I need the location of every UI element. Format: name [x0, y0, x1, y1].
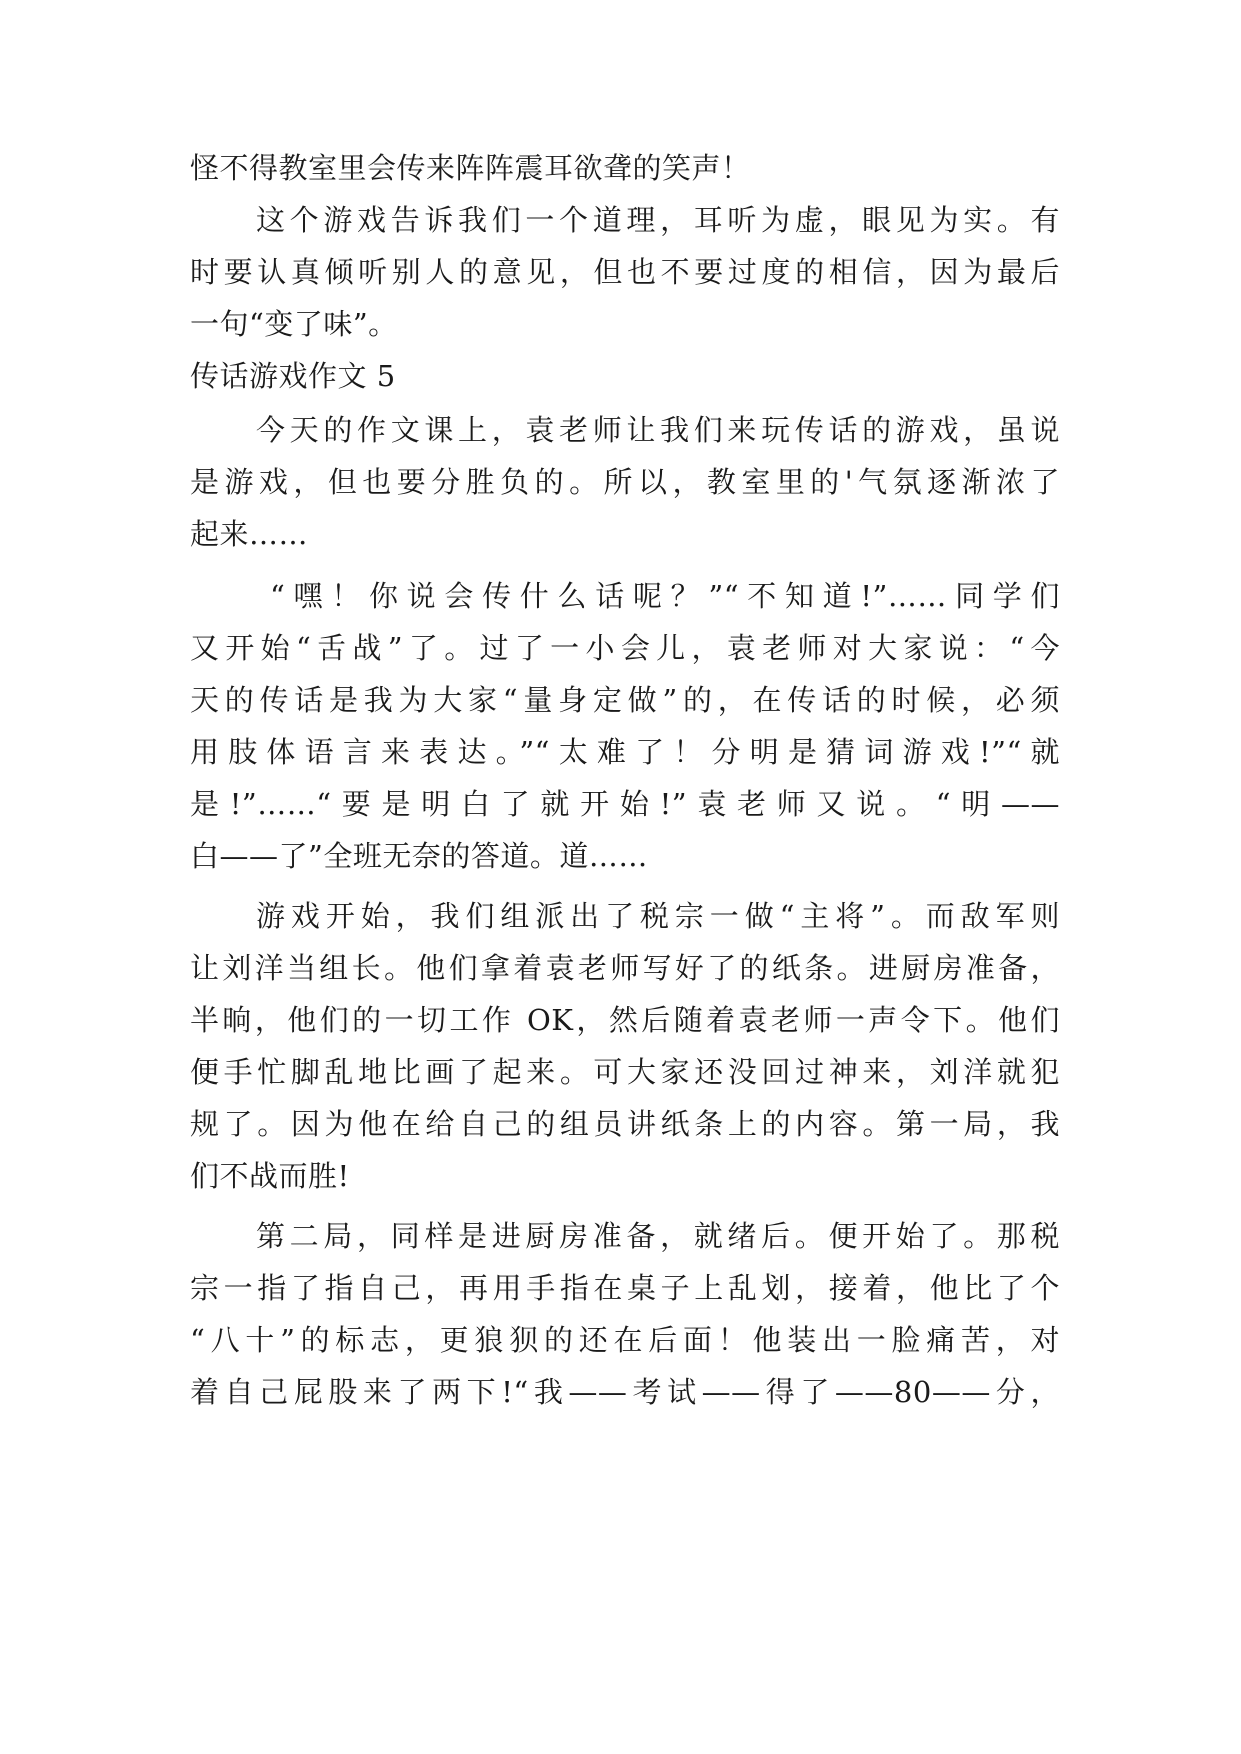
text-line: 时要认真倾听别人的意见，但也不要过度的相信，因为最后 — [190, 255, 1060, 289]
paragraph-start-line: 游戏开始，我们组派出了税宗一做“主将”。而敌军则 — [256, 899, 1060, 933]
text-line: 宗一指了指自己，再用手指在桌子上乱划，接着，他比了个 — [190, 1271, 1060, 1305]
text-line: 白——了”全班无奈的答道。道…… — [190, 839, 648, 873]
text-line: 起来…… — [190, 517, 309, 551]
paragraph-start-line: 第二局，同样是进厨房准备，就绪后。便开始了。那税 — [256, 1219, 1060, 1253]
text-line: 们不战而胜! — [190, 1159, 350, 1193]
text-line: 用肢体语言来表达。”“太难了！分明是猜词游戏!”“就 — [190, 735, 1060, 769]
text-line: 又开始“舌战”了。过了一小会儿，袁老师对大家说：“今 — [190, 631, 1060, 665]
paragraph-start-line: 今天的作文课上，袁老师让我们来玩传话的游戏，虽说 — [256, 413, 1060, 447]
section-heading: 传话游戏作文 5 — [190, 359, 396, 393]
text-line: 怪不得教室里会传来阵阵震耳欲聋的笑声！ — [190, 151, 751, 185]
text-line: 规了。因为他在给自己的组员讲纸条上的内容。第一局，我 — [190, 1107, 1060, 1141]
text-line: 让刘洋当组长。他们拿着袁老师写好了的纸条。进厨房准备， — [190, 951, 1060, 985]
text-line: 天的传话是我为大家“量身定做”的，在传话的时候，必须 — [190, 683, 1060, 717]
text-line: 是!”……“要是明白了就开始!”袁老师又说。“明—— — [190, 787, 1060, 821]
paragraph-start-line: “嘿！你说会传什么话呢？”“不知道!”……同学们 — [270, 579, 1060, 613]
text-line: 半晌，他们的一切工作 OK，然后随着袁老师一声令下。他们 — [190, 1003, 1060, 1037]
text-line: 便手忙脚乱地比画了起来。可大家还没回过神来，刘洋就犯 — [190, 1055, 1060, 1089]
text-line: “八十”的标志，更狼狈的还在后面！他装出一脸痛苦，对 — [190, 1323, 1060, 1357]
text-line: 一句“变了味”。 — [190, 307, 398, 341]
text-line: 着自己屁股来了两下!“我——考试——得了——80——分， — [190, 1375, 1060, 1409]
paragraph-start-line: 这个游戏告诉我们一个道理，耳听为虚，眼见为实。有 — [256, 203, 1060, 237]
text-line: 是游戏，但也要分胜负的。所以，教室里的'气氛逐渐浓了 — [190, 465, 1060, 499]
